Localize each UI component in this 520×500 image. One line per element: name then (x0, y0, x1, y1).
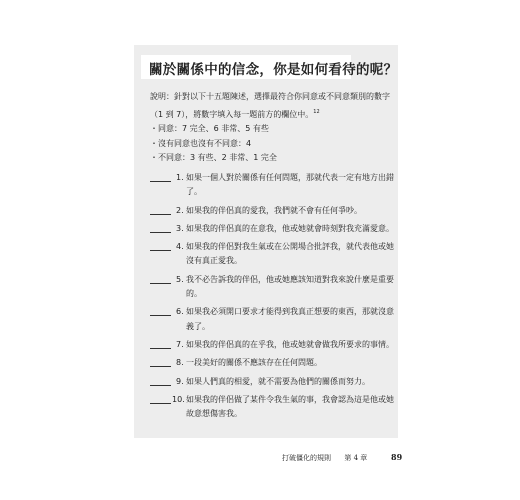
answer-blank[interactable] (150, 385, 171, 386)
footer-book-title: 打破僵化的規則 (282, 454, 331, 462)
item-text: 一段美好的關係不應該存在任何問題。 (186, 358, 322, 368)
item-text: 如果我的伴侶真的愛我，我們就不會有任何爭吵。 (186, 205, 362, 215)
item-number: 6. (176, 307, 184, 317)
instructions-text: 說明：針對以下十五題陳述，選擇最符合你同意或不同意類別的數字（1 到 7），將數字填入每一題前方的欄位中。 (150, 92, 390, 119)
answer-blank[interactable] (150, 181, 171, 182)
answer-blank[interactable] (150, 232, 171, 233)
item-text: 如果一個人對於關係有任何問題，那就代表一定有地方出錯了。 (186, 173, 394, 197)
item-text: 如果人們真的相愛，就不需要為他們的關係而努力。 (186, 376, 370, 386)
answer-blank[interactable] (150, 214, 171, 215)
item-text: 如果我必須開口要求才能得到我真正想要的東西，那就沒意義了。 (186, 307, 394, 331)
answer-blank[interactable] (150, 403, 171, 404)
item-text: 如果我的伴侶真的在乎我，他或她就會做我所要求的事情。 (186, 339, 394, 349)
statement-item (150, 338, 400, 352)
footer-chapter: 第 4 章 (344, 454, 368, 462)
statement-item (150, 375, 400, 389)
statement-item (150, 356, 400, 370)
item-text: 如果我的伴侶真的在意我，他或她就會時刻對我充滿愛意。 (186, 223, 394, 233)
item-text: 如果我的伴侶對我生氣或在公開場合批評我，就代表他或她沒有真正愛我。 (186, 242, 394, 266)
scale-agree: ・同意：7 完全、6 非常、5 有些 (150, 124, 269, 133)
item-number: 1. (176, 173, 184, 182)
page-number: 89 (391, 452, 403, 462)
page-footer (282, 453, 422, 463)
statement-item (150, 240, 400, 269)
statement-item (150, 393, 400, 422)
item-number: 7. (176, 339, 184, 349)
scale-neutral: ・沒有同意也沒有不同意：4 (150, 138, 252, 148)
statement-item (150, 204, 400, 218)
item-number: 3. (176, 223, 184, 233)
item-number: 5. (176, 274, 184, 284)
answer-blank[interactable] (150, 348, 171, 349)
worksheet-title: 關於關係中的信念，你是如何看待的呢？ (149, 62, 398, 78)
item-number: 8. (176, 358, 184, 368)
instructions (150, 90, 390, 166)
statement-list (150, 171, 400, 421)
footnote-marker: 12 (313, 108, 320, 115)
statement-item (150, 305, 400, 334)
footer-separator (337, 454, 338, 462)
answer-blank[interactable] (150, 250, 171, 251)
item-text: 如果我的伴侶做了某件令我生氣的事，我會認為這是他或她故意想傷害我。 (186, 394, 394, 419)
item-number: 2. (176, 205, 184, 215)
item-number: 10. (172, 394, 185, 404)
answer-blank[interactable] (150, 283, 171, 284)
answer-blank[interactable] (150, 315, 171, 316)
item-number: 9. (176, 376, 184, 386)
scale-disagree: ・不同意：3 有些、2 非常、1 完全 (150, 153, 277, 162)
item-number: 4. (176, 242, 184, 252)
answer-blank[interactable] (150, 366, 171, 367)
item-text: 我不必告訴我的伴侶，他或她應該知道對我來說什麼是重要的。 (186, 274, 394, 299)
statement-item (150, 222, 400, 236)
statement-item (150, 171, 400, 200)
statement-item (150, 273, 400, 302)
